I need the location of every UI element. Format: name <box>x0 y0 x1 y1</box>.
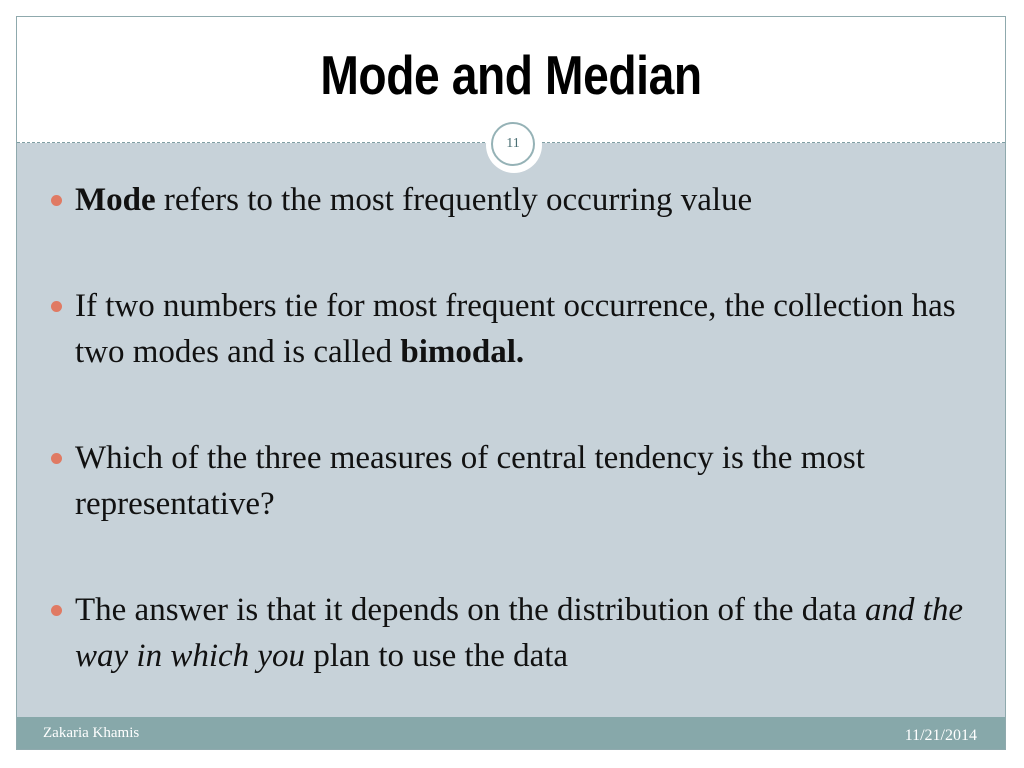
bullet-text: The answer is that it depends on the distribution of the data <box>75 592 865 628</box>
bullet-text: Which of the three measures of central tendency is the most representative? <box>75 440 865 522</box>
bullet-item-answer <box>75 587 985 679</box>
slide-title: Mode and Median <box>320 44 702 106</box>
bullet-italic-text: and the way in which you <box>75 592 964 674</box>
bullet-dot-icon <box>51 301 62 312</box>
bullet-item-bimodal <box>75 283 985 375</box>
bullet-item-mode <box>75 177 985 223</box>
footer-date: 11/21/2014 <box>904 727 977 744</box>
page-number-badge: 11 <box>491 122 535 166</box>
footer-author: Zakaria Khamis <box>43 725 140 741</box>
footer-bar <box>17 717 1005 750</box>
bullet-text: If two numbers tie for most frequent occurrence, the collection has two modes and is called <box>75 288 956 370</box>
bullet-item-question <box>75 435 985 527</box>
slide <box>16 16 1006 750</box>
bullet-dot-icon <box>51 195 62 206</box>
bullet-dot-icon <box>51 605 62 616</box>
bullet-text: refers to the most frequently occurring value <box>155 182 753 218</box>
bullet-dot-icon <box>51 453 62 464</box>
bullet-bold-term: bimodal. <box>400 334 525 370</box>
bullet-text-end: plan to use the data <box>305 638 569 674</box>
bullet-bold-term: Mode <box>75 182 156 218</box>
